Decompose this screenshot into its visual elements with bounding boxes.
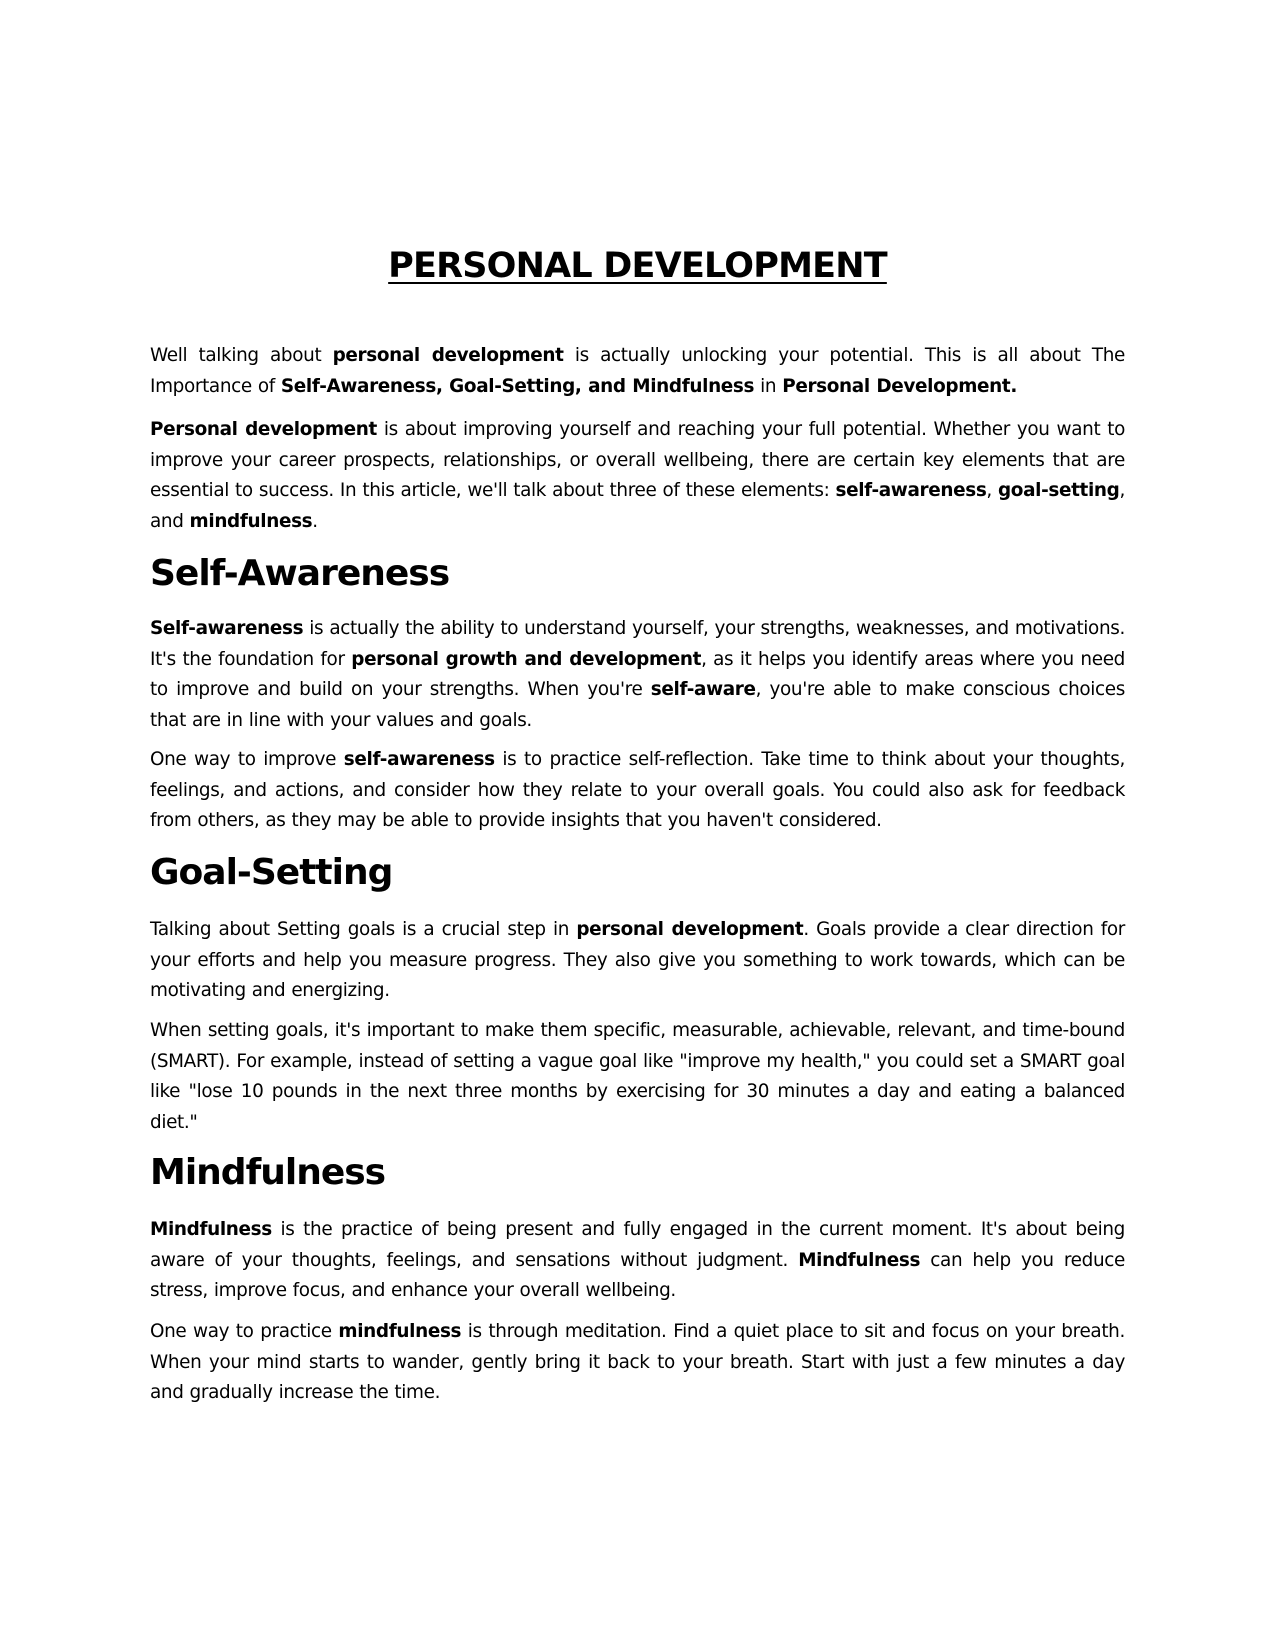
bold-text-run: Self-Awareness, Goal-Setting, and Mindfulness bbox=[280, 375, 755, 397]
text-run: can help you reduce stress, improve focus, and enhance your overall wellbeing. bbox=[150, 1249, 1125, 1301]
bold-text-run: self-awareness bbox=[343, 749, 495, 770]
text-run: Talking about Setting goals is a crucial step in bbox=[150, 919, 577, 940]
page-title bbox=[150, 244, 1125, 288]
bold-text-run: personal development bbox=[576, 919, 804, 940]
mindfulness-paragraph-2 bbox=[150, 1317, 1125, 1409]
self-awareness-paragraph-1 bbox=[150, 614, 1125, 736]
text-run: , as it helps you identify areas where you need to improve and build on your strengths. When you're bbox=[150, 648, 1125, 700]
bold-text-run: Mindfulness bbox=[150, 1219, 272, 1240]
goal-setting-paragraph-1 bbox=[150, 915, 1125, 1007]
bold-text-run: self-awareness bbox=[835, 480, 987, 501]
bold-text-run: Personal Development. bbox=[782, 375, 1017, 397]
page-title-text: PERSONAL DEVELOPMENT bbox=[388, 246, 887, 286]
text-run: is through meditation. Find a quiet place to sit and focus on your breath. When your mind starts to wander, gently bring it back to your breath. Start with just a few minutes a day and gradually increase the time. bbox=[150, 1321, 1125, 1403]
bold-text-run: Mindfulness bbox=[798, 1249, 921, 1271]
text-run: One way to improve bbox=[150, 749, 344, 770]
bold-text-run: Personal development bbox=[150, 419, 377, 440]
bold-text-run: Self-awareness bbox=[150, 618, 304, 639]
text-run: One way to practice bbox=[150, 1321, 339, 1342]
text-run: , you're able to make conscious choices that are in line with your values and goals. bbox=[150, 679, 1126, 731]
bold-text-run: mindfulness bbox=[338, 1321, 462, 1342]
self-awareness-heading-part-1: Self bbox=[150, 553, 224, 594]
text-run: is actually unlocking your potential. This is all about The Importance of bbox=[150, 345, 1125, 397]
section-heading-self-awareness bbox=[150, 552, 449, 596]
text-run: is to practice self-reflection. Take time to think about your thoughts, feelings, and actions, and consider how they relate to your overall goals. You could also ask for feedback from others, as they may be able to provide insights that you haven't considered. bbox=[150, 749, 1125, 831]
text-run: When setting goals, it's important to make them specific, measurable, achievable, relevant, and time-bound (SMART). For example, instead of setting a vague goal like "improve my health," you could set a SMART goal like "lose 10 pounds in the next three months by exercising for 30 minutes a day and eating a balanced diet." bbox=[150, 1020, 1125, 1133]
text-run: . Goals provide a clear direction for your efforts and help you measure progress. They also give you something to work towards, which can be motivating and energizing. bbox=[150, 919, 1126, 1001]
text-run: . bbox=[312, 510, 318, 532]
text-run: is the practice of being present and fully engaged in the current moment. It's about being aware of your thoughts, feelings, and sensations without judgment. bbox=[150, 1219, 1125, 1271]
bold-text-run: personal growth and development bbox=[351, 648, 702, 670]
text-run: Well talking about bbox=[150, 345, 333, 366]
text-run: is about improving yourself and reaching your full potential. Whether you want to improve your career prospects, relationships, or overall wellbeing, there are certain key elements that are essential to success. In this article, we'll talk about three of these elements: bbox=[150, 419, 1125, 501]
self-awareness-paragraph-2 bbox=[150, 745, 1125, 837]
intro-paragraph-2 bbox=[150, 415, 1125, 537]
goal-setting-paragraph-2 bbox=[150, 1016, 1125, 1138]
section-heading-mindfulness: Mindfulness bbox=[150, 1152, 386, 1193]
self-awareness-heading-part-2: -Awareness bbox=[223, 553, 450, 594]
bold-text-run: self-aware bbox=[650, 679, 756, 700]
text-run: is actually the ability to understand yourself, your strengths, weaknesses, and motivations. It's the foundation for bbox=[150, 618, 1125, 670]
text-run: in bbox=[754, 375, 783, 397]
text-run: , bbox=[986, 480, 998, 501]
intro-paragraph-1 bbox=[150, 341, 1125, 402]
bold-text-run: goal-setting bbox=[997, 480, 1120, 501]
bold-text-run: personal development bbox=[332, 345, 564, 366]
bold-text-run: mindfulness bbox=[189, 510, 313, 532]
section-heading-goal-setting: Goal-Setting bbox=[150, 852, 393, 893]
mindfulness-paragraph-1 bbox=[150, 1215, 1125, 1307]
text-run: , and bbox=[150, 480, 1125, 532]
